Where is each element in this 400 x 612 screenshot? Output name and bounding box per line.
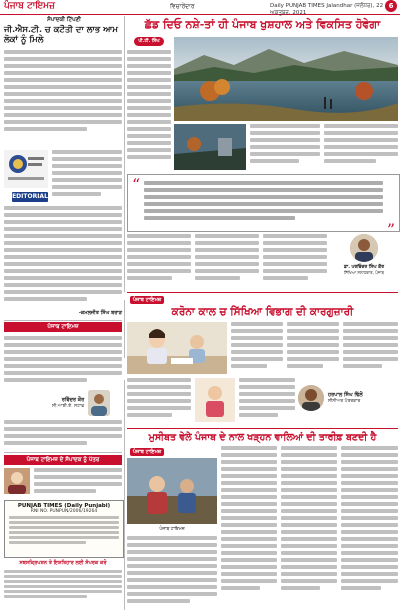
education-author-role: ਸੀਨੀਅਰ ਪੱਤਰਕਾਰ xyxy=(328,399,361,404)
editorial-body-side xyxy=(52,150,122,204)
lead-body-col3 xyxy=(324,124,398,172)
paper-name: ਪੰਜਾਬ ਟਾਇਮਜ਼ xyxy=(4,1,55,11)
editorial-headline: ਜੀ.ਐਸ.ਟੀ. ਚ ਕਟੌਤੀ ਦਾ ਲਾਭ ਆਮ ਲੋਕਾਂ ਨੂੰ ਮਿਲੇ xyxy=(4,25,118,45)
section-name: ਵਿਚਾਰੇਂਦਾਰ xyxy=(170,3,195,10)
letter-author-name: ਰਵਿੰਦਰ ਕੌਰ xyxy=(61,397,85,403)
lead-body-col5 xyxy=(195,234,259,286)
imprint-title: PUNJAB TIMES (Daily Punjabi) xyxy=(17,503,111,509)
lead-author-role: ਸਿੱਖਿਆ ਸਲਾਹਕਾਰ, ਪੰਜਾਬ xyxy=(343,270,385,275)
column-divider xyxy=(124,16,125,292)
left-section-tag: ਪੰਜਾਬ ਟਾਇਮਜ਼ xyxy=(47,324,79,330)
section-rule xyxy=(4,452,122,453)
lead-author-photo xyxy=(350,234,378,262)
editorial-tag: EDITORIAL xyxy=(12,193,48,200)
imprint-footer: ਸਬਸਕ੍ਰਿਪਸ਼ਨ ਤੇ ਇਸ਼ਤਿਹਾਰ ਲਈ ਸੰਪਰਕ ਕਰੋ xyxy=(19,560,107,566)
bottom-body-col0 xyxy=(127,536,217,608)
lead-inset-photo xyxy=(174,124,246,170)
letter-author xyxy=(52,388,122,418)
open-quote-icon: “ xyxy=(132,175,141,194)
lead-author xyxy=(330,234,398,278)
education-body-col5 xyxy=(239,378,295,424)
education-author-name: ਹਰਪਾਲ ਸਿੰਘ ਢਿੱਲੋਂ xyxy=(328,392,363,398)
left-section-banner xyxy=(4,322,122,332)
lead-body-col2 xyxy=(250,124,320,172)
bottom-body-col1 xyxy=(221,446,277,608)
masthead xyxy=(0,0,400,15)
lead-body-col6 xyxy=(263,234,327,286)
edition-date: Daily PUNJAB TIMES Jalandhar (ਜਲੰਧਰ), 22 ਅਕਤੂਬਰ, 2021 xyxy=(270,3,384,16)
lead-headline: ਛੱਡ ਦਿਓ ਨਸ਼ੇ-ਤਾਂ ਹੀ ਪੰਜਾਬ ਖੁਸ਼ਹਾਲ ਅਤੇ ਵਿਕਸਿਤ ਹੋਵੇਗਾ xyxy=(144,18,381,31)
education-author xyxy=(298,380,398,416)
page-number: 6 xyxy=(385,0,397,12)
education-headline: ਕਰੋਨਾ ਕਾਲ ਚ ਸਿੱਖਿਆ ਵਿਭਾਗ ਦੀ ਕਾਰਗੁਜ਼ਾਰੀ xyxy=(171,306,354,318)
letter-author-role: ਸੀ.ਆਈ.ਏ. ਸਟਾਫ xyxy=(52,404,85,409)
education-author-photo xyxy=(298,385,324,411)
education-tag: ਪੰਜਾਬ ਟਾਇਮਜ਼ xyxy=(130,296,164,304)
education-body-col1 xyxy=(231,322,283,376)
lead-pull-quote xyxy=(127,174,400,239)
education-body-col4 xyxy=(127,378,191,424)
left-feature-banner xyxy=(4,455,122,465)
section-rule xyxy=(127,428,398,429)
section-rule xyxy=(127,292,398,293)
editorial-body-top xyxy=(4,50,122,146)
imprint-footer-body xyxy=(4,570,122,608)
imprint-reg: RNI NO. PUNPUN/2006/19264 xyxy=(30,509,98,514)
bottom-photo xyxy=(127,458,217,524)
bottom-body-col2 xyxy=(281,446,337,608)
bottom-photo-caption: ਪੰਜਾਬ ਟਾਇਮਜ਼ xyxy=(159,527,185,532)
left-feature-tag: ਪੰਜਾਬ ਟਾਇਮਜ਼ ਦੇ ਸੰਪਾਦਕ ਨੂੰ ਪੱਤਰ xyxy=(26,457,100,463)
bottom-tag: ਪੰਜਾਬ ਟਾਇਮਜ਼ xyxy=(130,448,164,456)
lead-byline: ਪੀ.ਟੀ. ਸਿੰਘ xyxy=(134,37,164,46)
section-rule xyxy=(4,320,122,321)
education-photo-2 xyxy=(195,378,235,422)
editorial-kicker: ਸੰਪਾਦਕੀ ਟਿੱਪਣੀ xyxy=(47,17,81,23)
close-quote-icon: ” xyxy=(386,220,395,239)
letter-author-photo xyxy=(88,390,110,416)
pull-quote-text xyxy=(128,175,399,220)
imprint-details xyxy=(5,514,123,552)
editorial-body-bottom xyxy=(4,206,122,310)
lead-author-name: ਡਾ. ਪਰਵਿੰਦਰ ਸਿੰਘ ਕੌਰ xyxy=(343,265,384,270)
editorial-signoff: -ਕਮਲਜੀਤ ਸਿੰਘ ਬਰਾੜ xyxy=(78,310,122,316)
bottom-body-col3 xyxy=(341,446,398,608)
lead-photo xyxy=(174,37,398,121)
editorial-emblem xyxy=(4,150,48,188)
imprint-box xyxy=(4,500,124,558)
letter-body-2 xyxy=(4,420,122,450)
letter-body xyxy=(4,336,122,386)
lead-body-col4 xyxy=(127,234,191,286)
column-divider xyxy=(124,380,125,610)
feature-body xyxy=(34,468,122,498)
lead-body-col1 xyxy=(127,50,171,168)
column-divider xyxy=(124,300,125,358)
education-body-col3 xyxy=(343,322,398,376)
bottom-headline: ਮੁਸੀਬਤ ਵੇਲੇ ਪੰਜਾਬ ਦੇ ਨਾਲ ਖੜ੍ਹਨ ਵਾਲਿਆਂ ਦੀ ਤਾਰੀਫ਼ ਬਣਦੀ ਹੈ xyxy=(148,432,377,443)
education-body-col2 xyxy=(287,322,339,376)
feature-thumbnail xyxy=(4,468,30,494)
education-photo xyxy=(127,322,227,374)
